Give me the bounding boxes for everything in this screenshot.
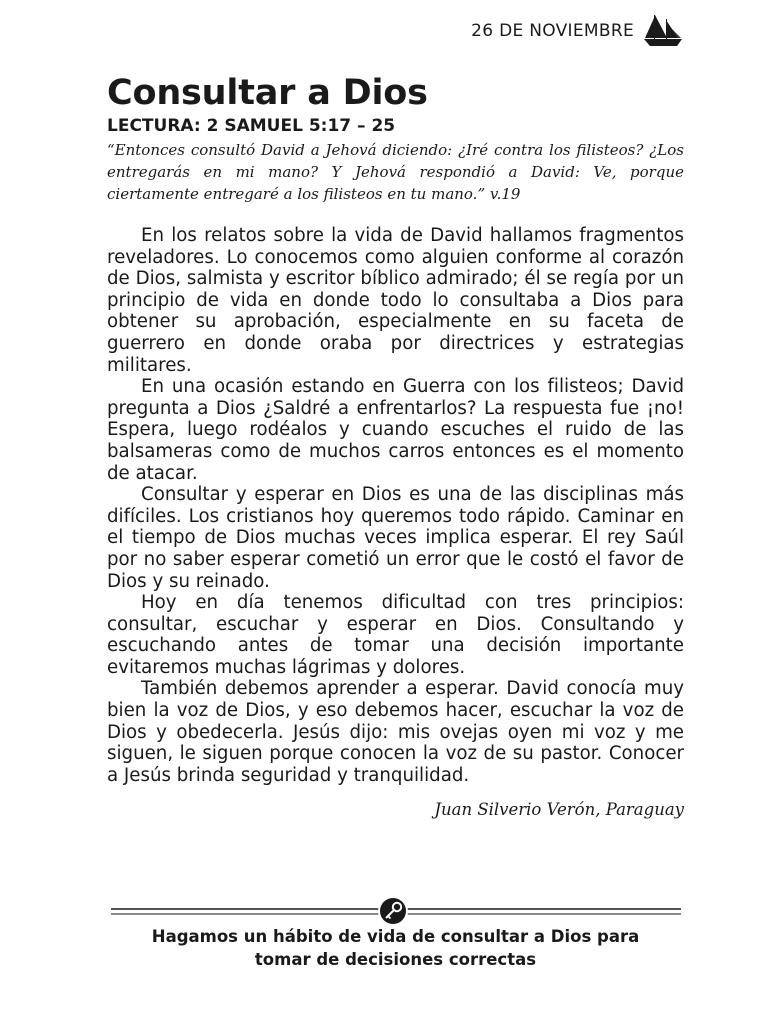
article-title: Consultar a Dios [107,73,428,113]
sailboat-icon [642,14,684,48]
closing-line: tomar de decisiones correctas [254,950,537,969]
article-body [107,225,684,786]
body-paragraph: También debemos aprender a esperar. David conocía muy bien la voz de Dios, y eso debemos hacer, escuchar la voz de Dios y obedecerla. Jesús dijo: mis ovejas oyen mi voz y me siguen, le siguen porque conocen la voz de su pastor. Conocer a Jesús brinda seguridad y tranquilidad. [107,678,684,786]
page-date: 26 DE NOVIEMBRE [471,21,634,41]
body-paragraph: En los relatos sobre la vida de David hallamos fragmentos reveladores. Lo conocemos como alguien conforme al corazón de Dios, salmista y escritor bíblico admirado; él se regía por un principio de vida en donde todo lo consultaba a Dios para obtener su aprobación, especialmente en su faceta de guerrero en donde oraba por directrices y estrategias militares. [107,225,684,376]
devotional-article [107,72,684,819]
author-signature: Juan Silverio Verón, Paraguay [434,800,684,820]
closing-line: Hagamos un hábito de vida de consultar a Dios para [151,927,640,946]
body-paragraph: En una ocasión estando en Guerra con los filisteos; David pregunta a Dios ¿Saldré a enfrentarlos? La respuesta fue ¡no! Espera, luego rodéalos y cuando escuches el ruido de las balsameras como de muchos carros entonces es el momento de atacar. [107,376,684,484]
reading-reference: LECTURA: 2 SAMUEL 5:17 – 25 [107,116,396,136]
body-paragraph: Consultar y esperar en Dios es una de las disciplinas más difíciles. Los cristianos hoy queremos todo rápido. Caminar en el tiempo de Dios muchas veces implica esperar. El rey Saúl por no saber esperar cometió un error que le costó el favor de Dios y su reinado. [107,484,684,592]
key-verse: “Entonces consultó David a Jehová diciendo: ¿Iré contra los filisteos? ¿Los entregarás en mi mano? Y Jehová respondió a David: Ve, porque ciertamente entregaré a los filisteos en tu mano.” v.19 [107,141,684,203]
page-header [471,14,684,48]
key-icon [378,896,408,926]
closing-reflection [107,925,684,971]
footer-divider [111,896,681,926]
body-paragraph: Hoy en día tenemos dificultad con tres principios: consultar, escuchar y esperar en Dios. Consultando y escuchando antes de tomar una decisión importante evitaremos muchas lágrimas y dolores. [107,592,684,678]
